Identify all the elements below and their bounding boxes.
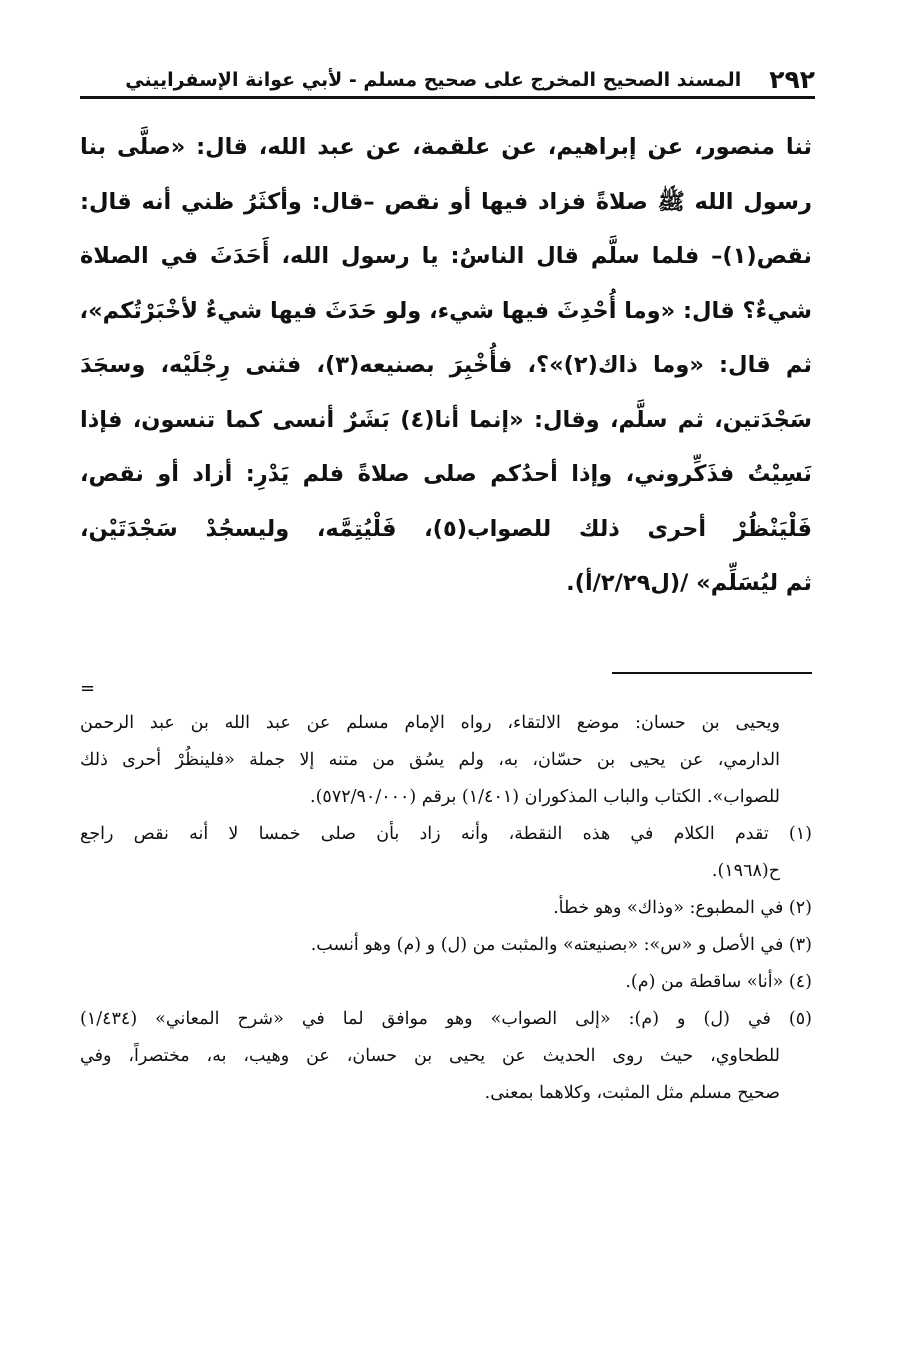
footnote-line: (١) تقدم الكلام في هذه النقطة، وأنه زاد بأن صلى خمسا لا أنه نقص راجع	[80, 824, 812, 844]
footnote-4	[80, 964, 812, 1001]
footnote-line: (٣) في الأصل و «س»: «بصنيعته» والمثبت من (ل) و (م) وهو أنسب.	[310, 935, 812, 955]
main-text-line: نَسِيْتُ فذَكِّروني، وإذا أحدُكم صلى صلاةً فلم يَدْرِ: أزاد أو نقص،	[80, 461, 812, 487]
main-text-line: ثنا منصور، عن إبراهيم، عن علقمة، عن عبد الله، قال: «صلَّى بنا	[80, 134, 812, 160]
footnote-continued-line: للصواب». الكتاب والباب المذكوران (١/٤٠١) برقم (٥٧٢/٩٠/٠٠٠).	[310, 787, 780, 807]
main-text-line: فَلْيَنْظُرْ أحرى ذلك للصواب(٥)، فَلْيُتِمَّه، وليسجُدْ سَجْدَتَيْن،	[80, 515, 812, 542]
footnote-line: (٢) في المطبوع: «وذاك» وهو خطأ.	[553, 898, 812, 918]
footnote-line: (٥) في (ل) و (م): «إلى الصواب» وهو موافق لما في «شرح المعاني» (١/٤٣٤)	[80, 1009, 812, 1029]
footnote-separator	[612, 672, 812, 674]
footnote-5	[80, 1001, 812, 1112]
main-text-line: نقص(١)– فلما سلَّم قال الناسُ: يا رسول الله، أَحَدَثَ في الصلاة	[80, 243, 812, 269]
main-text-line: سَجْدَتين، ثم سلَّم، وقال: «إنما أنا(٤) بَشَرٌ أنسى كما تنسون، فإذا	[80, 406, 812, 433]
header-rule	[80, 96, 815, 99]
main-text-line: ثم قال: «وما ذاك(٢)»؟، فأُخْبِرَ بصنيعه(٣)، فثنى رِجْلَيْه، وسجَدَ	[80, 352, 812, 378]
main-text-line: ثم ليُسَلِّم» /(ل٢/٢٩/أ).	[566, 570, 812, 596]
footnotes	[80, 705, 812, 1112]
footnote-continued-line: الدارمي، عن يحيى بن حسّان، به، ولم يسُق من متنه إلا جملة «فلينظُرْ أحرى ذلك	[80, 750, 780, 770]
page-number: ٢٩٢	[769, 65, 815, 94]
footnote-line: (٤) «أنا» ساقطة من (م).	[625, 972, 812, 992]
footnote-continued-line: ويحيى بن حسان: موضع الالتقاء، رواه الإمام مسلم عن عبد الله بن عبد الرحمن	[80, 713, 780, 733]
main-text	[80, 120, 812, 611]
footnote-3	[80, 927, 812, 964]
footnote-line: ح(١٩٦٨).	[711, 861, 780, 881]
running-header	[80, 52, 815, 92]
main-text-line: شيءٌ؟ قال: «وما أُحْدِثَ فيها شيء، ولو حَدَثَ فيها شيءٌ لأخْبَرْتُكم»،	[80, 297, 812, 324]
footnote-line: للطحاوي، حيث روى الحديث عن يحيى بن حسان، عن وهيب، به، مختصراً، وفي	[80, 1046, 780, 1066]
footnote-1	[80, 816, 812, 890]
footnote-continuation-mark: =	[80, 678, 96, 699]
running-title: المسند الصحيح المخرج على صحيح مسلم - لأبي عوانة الإسفراييني	[125, 69, 742, 92]
footnote-line: صحيح مسلم مثل المثبت، وكلاهما بمعنى.	[484, 1083, 780, 1103]
main-text-line: رسول الله ﷺ صلاةً فزاد فيها أو نقص –قال: وأكثَرُ ظني أنه قال:	[80, 188, 812, 215]
footnote-2	[80, 890, 812, 927]
